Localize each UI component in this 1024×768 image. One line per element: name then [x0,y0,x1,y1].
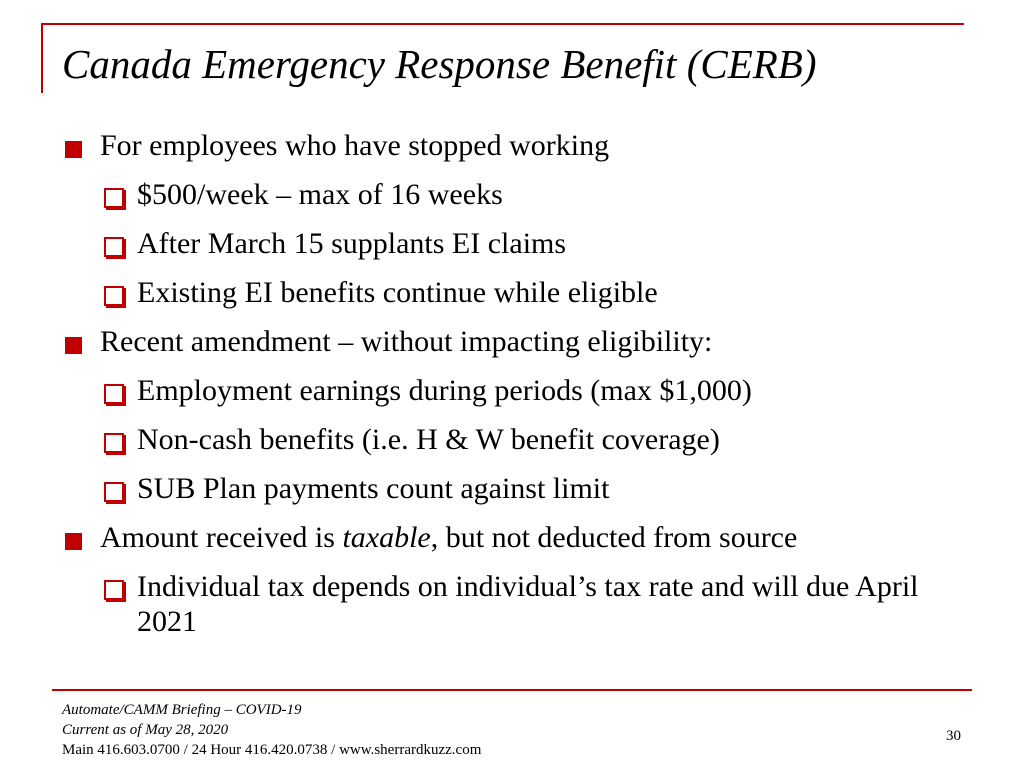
checkbox-bullet-icon [104,188,124,208]
sub-bullet-2-2 [62,422,962,457]
sub-bullet-2-3-text: SUB Plan payments count against limit [137,472,610,505]
bullet-3-text-after: , but not deducted from source [430,521,798,554]
footer-date: Current as of May 28, 2020 [62,722,229,738]
footer [62,700,481,760]
bullet-3-text-before: Amount received is [100,521,343,554]
left-rule [41,23,43,93]
footer-briefing: Automate/CAMM Briefing – COVID-19 [62,702,302,718]
bullet-2-text: Recent amendment – without impacting eligibility: [100,325,713,358]
sub-bullet-2-1 [62,373,962,408]
checkbox-bullet-icon [104,482,124,502]
bullet-2 [62,324,962,359]
checkbox-bullet-icon [104,286,124,306]
sub-bullet-3-1 [62,569,962,639]
square-bullet-icon [65,141,82,158]
sub-bullet-2-3 [62,471,962,506]
sub-bullet-1-3-text: Existing EI benefits continue while eligible [137,276,658,309]
sub-bullet-1-2 [62,226,962,261]
checkbox-bullet-icon [104,237,124,257]
footer-contact: Main 416.603.0700 / 24 Hour 416.420.0738 / www.sherrardkuzz.com [62,742,482,758]
sub-bullet-1-3 [62,275,962,310]
sub-bullet-3-1-text: Individual tax depends on individual’s tax rate and will due April 2021 [137,570,919,638]
slide-title: Canada Emergency Response Benefit (CERB) [62,41,817,87]
sub-bullet-1-2-text: After March 15 supplants EI claims [137,227,567,260]
page-number: 30 [946,728,961,744]
sub-bullet-1-1 [62,177,962,212]
top-rule [42,23,964,25]
bullet-3 [62,520,962,555]
checkbox-bullet-icon [104,580,124,600]
checkbox-bullet-icon [104,384,124,404]
bottom-rule [52,689,972,691]
checkbox-bullet-icon [104,433,124,453]
square-bullet-icon [65,337,82,354]
bullet-3-text-emphasis: taxable [342,521,431,554]
sub-bullet-2-2-text: Non-cash benefits (i.e. H & W benefit coverage) [137,423,720,456]
bullet-1 [62,128,962,163]
bullet-1-text: For employees who have stopped working [100,129,610,162]
sub-bullet-2-1-text: Employment earnings during periods (max $1,000) [137,374,752,407]
slide-content [62,128,962,645]
sub-bullet-1-1-text: $500/week – max of 16 weeks [137,178,503,211]
square-bullet-icon [65,533,82,550]
